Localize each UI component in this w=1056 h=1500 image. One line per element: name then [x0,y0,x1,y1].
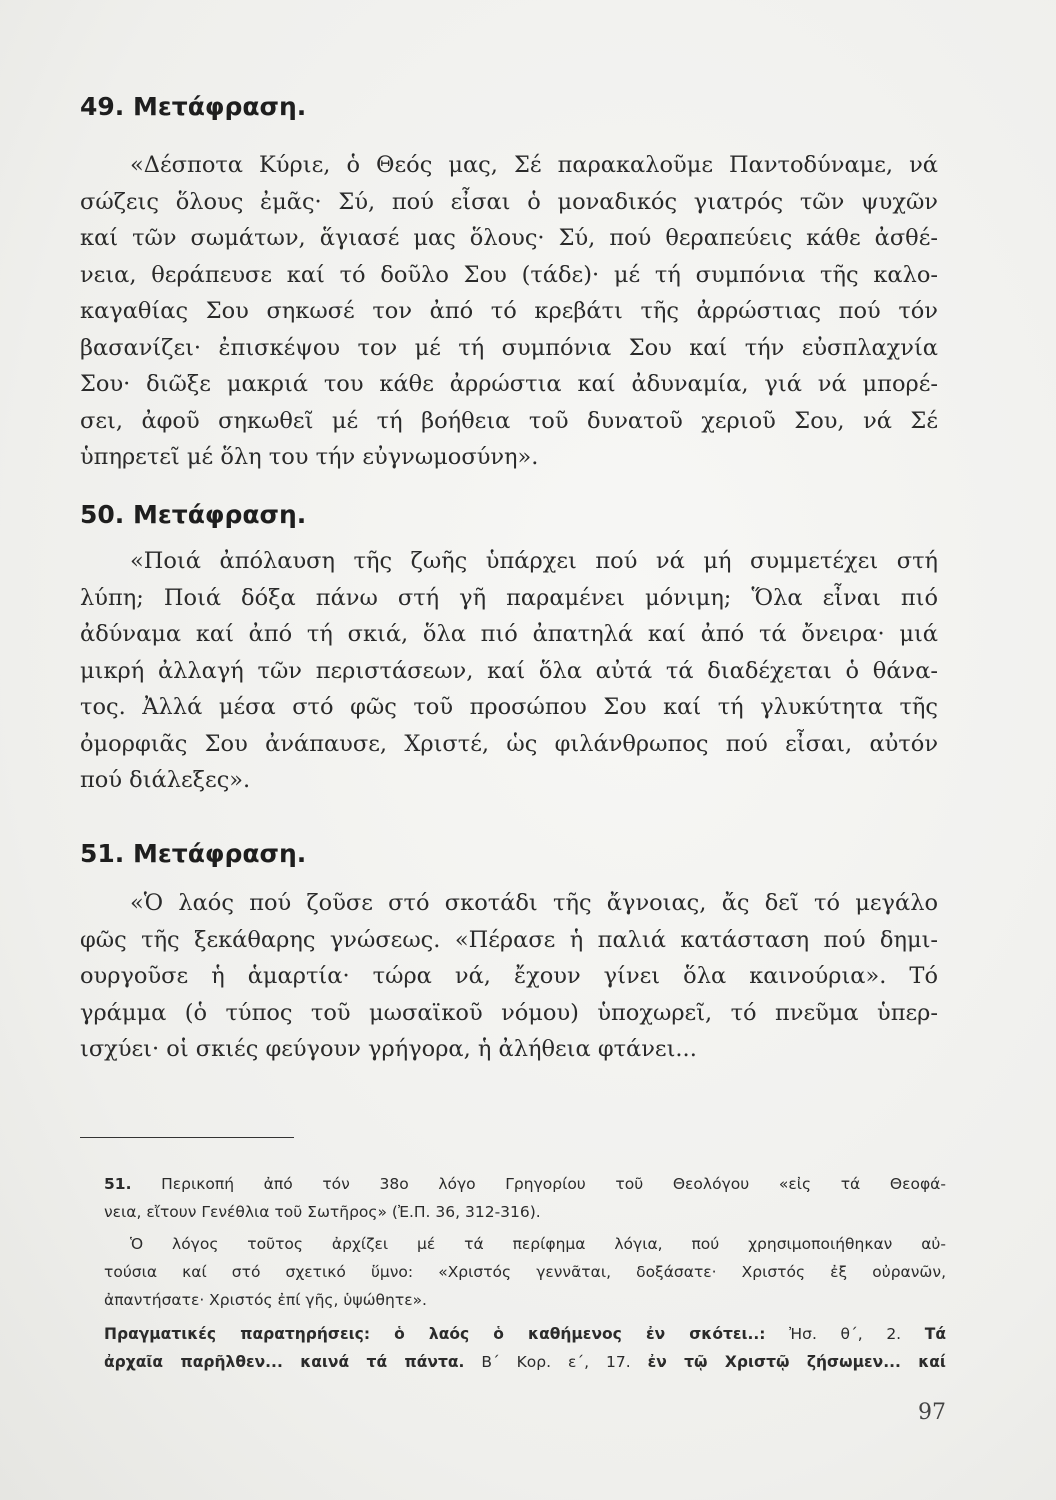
scripture-reference: Ἠσ. θ΄, 2. [789,1325,902,1343]
section-text-49 [80,147,938,476]
text-line: γράμμα (ὁ τύπος τοῦ μωσαϊκοῦ νόμου) ὑποχωρεῖ, τό πνεῦμα ὑπερ- [80,999,938,1026]
section-text-50 [80,543,938,799]
text-line: ουργοῦσε ἡ ἁμαρτία· τώρα νά, ἔχουν γίνει ὅλα καινούρια». Τό [80,963,938,989]
text-line: ισχύει· οἱ σκιές φεύγουν γρήγορα, ἡ ἀλήθεια φτάνει... [80,1036,697,1062]
text-line: τος. Ἀλλά μέσα στό φῶς τοῦ προσώπου Σου καί τή γλυκύτητα τῆς [80,694,938,720]
footnote-line: νεια, εἴτουν Γενέθλια τοῦ Σωτῆρος» (Ἐ.Π. 36, 312-316). [104,1203,541,1221]
section-heading-51: 51. Μετάφραση. [80,839,307,868]
text-line: ὑπηρετεῖ μέ ὅλη του τήν εὐγνωμοσύνη». [80,444,539,470]
text-line: βασανίζει· ἐπισκέψου τον μέ τή συμπόνια Σου καί τήν εὐσπλαχνία [80,334,938,361]
footnote-line: Ὁ λόγος τοῦτος ἀρχίζει μέ τά περίφημα λόγια, πού χρησιμοποιήθηκαν αὐ- [130,1235,946,1253]
section-text-51 [80,885,938,1068]
footnote-number: 51. [104,1175,132,1193]
text-line: νεια, θεράπευσε καί τό δοῦλο Σου (τάδε)· μέ τή συμπόνια τῆς καλο- [80,261,938,288]
footnote-line: ἀπαντήσατε· Χριστός ἐπί γῆς, ὑψώθητε». [104,1291,427,1309]
scripture-quote: ἀρχαῖα παρῆλθεν... καινά τά πάντα. [104,1353,465,1371]
text-line: καί τῶν σωμάτων, ἅγιασέ μας ὅλους· Σύ, πού θεραπεύεις κάθε ἀσθέ- [80,225,938,251]
section-heading-49: 49. Μετάφραση. [80,92,307,121]
page-number: 97 [918,1400,946,1425]
footnote-line: τούσια καί στό σχετικό ὕμνο: «Χριστός γεννᾶται, δοξάσατε· Χριστός ἐξ οὐρανῶν, [104,1263,946,1281]
remark-label: Πραγματικές παρατηρήσεις: ὁ λαός ὁ καθήμενος ἐν σκότει..: [104,1325,766,1343]
text-line: σώζεις ὅλους ἐμᾶς· Σύ, πού εἶσαι ὁ μοναδικός γιατρός τῶν ψυχῶν [80,188,938,215]
scripture-quote: Τά [924,1325,946,1343]
footnotes [104,1170,946,1376]
footnote-line [104,1170,946,1198]
text-line: «Ὁ λαός πού ζοῦσε στό σκοτάδι τῆς ἄγνοιας, ἄς δεῖ τό μεγάλο [130,890,938,916]
footnote-line [104,1348,946,1376]
section-heading-50: 50. Μετάφραση. [80,500,307,529]
scripture-reference: Β΄ Κορ. ε΄, 17. [481,1353,631,1371]
text-line: μικρή ἀλλαγή τῶν περιστάσεων, καί ὅλα αὐτά τά διαδέχεται ὁ θάνα- [80,657,938,684]
footnote-line [104,1320,946,1348]
text-line: ὀμορφιᾶς Σου ἀνάπαυσε, Χριστέ, ὡς φιλάνθρωπος πού εἶσαι, αὐτόν [80,730,938,757]
scripture-quote: ἐν τῷ Χριστῷ ζήσωμεν... καί [647,1353,946,1371]
text-line: λύπη; Ποιά δόξα πάνω στή γῆ παραμένει μόνιμη; Ὅλα εἶναι πιό [80,584,938,611]
footnote-text: Περικοπή ἀπό τόν 38ο λόγο Γρηγορίου τοῦ Θεολόγου «εἰς τά Θεοφά- [161,1175,946,1193]
text-line: καγαθίας Σου σηκωσέ τον ἀπό τό κρεβάτι τῆς ἀρρώστιας πού τόν [80,298,938,324]
text-line: ἀδύναμα καί ἀπό τή σκιά, ὅλα πιό ἀπατηλά καί ἀπό τά ὄνειρα· μιά [80,621,938,647]
text-line: «Ποιά ἀπόλαυση τῆς ζωῆς ὑπάρχει πού νά μή συμμετέχει στή [130,548,938,574]
footnote-separator [80,1137,294,1138]
text-line: Σου· διῶξε μακριά του κάθε ἀρρώστια καί ἀδυναμία, γιά νά μπορέ- [80,371,938,397]
text-line: φῶς τῆς ξεκάθαρης γνώσεως. «Πέρασε ἡ παλιά κατάσταση πού δημι- [80,926,938,953]
text-line: «Δέσποτα Κύριε, ὁ Θεός μας, Σέ παρακαλοῦμε Παντοδύναμε, νά [130,152,938,178]
text-line: πού διάλεξες». [80,767,251,793]
text-line: σει, ἀφοῦ σηκωθεῖ μέ τή βοήθεια τοῦ δυνατοῦ χεριοῦ Σου, νά Σέ [80,407,938,434]
